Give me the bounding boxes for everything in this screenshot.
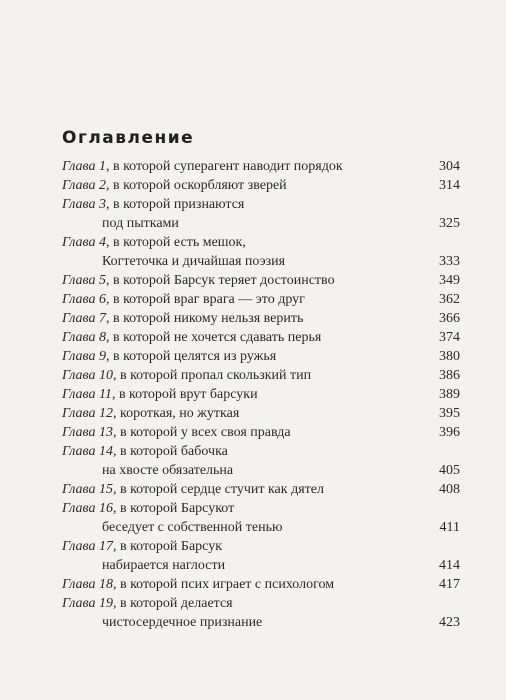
page-number: 423 (439, 615, 460, 630)
toc-entry (62, 575, 460, 594)
chapter-title-continued: под пытками (102, 216, 179, 231)
chapter-title: , в которой псих играет с психологом (112, 577, 335, 592)
toc-entry (62, 309, 460, 328)
chapter-title: , в которой оскорбляют зверей (105, 178, 287, 193)
toc-entry-line (62, 556, 460, 575)
chapter-title-continued: Когтеточка и дичайшая поэзия (102, 254, 286, 269)
toc-entry-line (62, 271, 460, 290)
page-number: 408 (439, 482, 460, 497)
chapter-label: Глава 3 (62, 197, 106, 212)
chapter-label: Глава 16 (62, 501, 113, 516)
toc-entry-line (62, 575, 460, 594)
chapter-label: Глава 10 (62, 368, 113, 383)
toc-entry (62, 366, 460, 385)
page-number: 395 (439, 406, 460, 421)
chapter-title: , в которой делается (112, 596, 233, 611)
toc-entry (62, 442, 460, 480)
toc-entry (62, 423, 460, 442)
toc-entry-heading (62, 290, 305, 309)
toc-entry-heading (62, 328, 321, 347)
toc-entry-heading (62, 480, 324, 499)
toc-entry-heading (62, 271, 335, 290)
chapter-label: Глава 4 (62, 235, 106, 250)
toc-entry-line (62, 442, 460, 461)
chapter-label: Глава 12 (62, 406, 113, 421)
chapter-title-continued: чистосердечное признание (102, 615, 263, 630)
toc-entry-line (62, 613, 460, 632)
page-number: 374 (439, 330, 460, 345)
page-number: 380 (439, 349, 460, 364)
page-number: 314 (439, 178, 460, 193)
chapter-title: , в которой врут барсуки (111, 387, 258, 402)
chapter-label: Глава 17 (62, 539, 113, 554)
page-number: 414 (439, 558, 460, 573)
toc-entry-heading (62, 366, 311, 385)
page-number: 325 (439, 216, 460, 231)
chapter-title: , в которой суперагент наводит порядок (105, 159, 343, 174)
chapter-label: Глава 7 (62, 311, 106, 326)
toc-entry-heading (62, 347, 276, 366)
toc-list (62, 157, 460, 632)
toc-entry-heading (62, 404, 239, 423)
toc-entry (62, 499, 460, 537)
toc-entry (62, 404, 460, 423)
chapter-label: Глава 6 (62, 292, 106, 307)
chapter-title: , короткая, но жуткая (112, 406, 240, 421)
toc-entry-line (62, 537, 460, 556)
chapter-title: , в которой у всех своя правда (112, 425, 291, 440)
chapter-label: Глава 13 (62, 425, 113, 440)
toc-entry (62, 480, 460, 499)
toc-entry-heading (62, 575, 334, 594)
chapter-title: , в которой враг врага — это друг (105, 292, 305, 307)
chapter-title: , в которой бабочка (112, 444, 228, 459)
toc-entry-line (62, 347, 460, 366)
page-number: 349 (439, 273, 460, 288)
toc-entry-line (62, 328, 460, 347)
toc-entry-line (62, 176, 460, 195)
toc-entry-heading (62, 176, 287, 195)
chapter-title-continued: на хвосте обязательна (102, 463, 234, 478)
chapter-label: Глава 18 (62, 577, 113, 592)
toc-entry (62, 537, 460, 575)
chapter-title: , в которой сердце стучит как дятел (112, 482, 324, 497)
chapter-title: , в которой пропал скользкий тип (112, 368, 312, 383)
chapter-label: Глава 15 (62, 482, 113, 497)
toc-entry-heading (62, 442, 228, 461)
chapter-title: , в которой Барсук теряет достоинство (105, 273, 335, 288)
page-number: 389 (439, 387, 460, 402)
page-number: 417 (439, 577, 460, 592)
toc-entry (62, 347, 460, 366)
page-number: 366 (439, 311, 460, 326)
toc-entry-line (62, 157, 460, 176)
toc-entry (62, 176, 460, 195)
page-number: 304 (439, 159, 460, 174)
toc-title: Оглавление (62, 128, 195, 148)
chapter-label: Глава 1 (62, 159, 106, 174)
toc-entry-heading (62, 233, 246, 252)
toc-entry (62, 195, 460, 233)
toc-entry (62, 233, 460, 271)
page-number: 362 (439, 292, 460, 307)
chapter-title: , в которой никому нельзя верить (105, 311, 304, 326)
page-number: 411 (439, 520, 460, 535)
toc-entry-heading (62, 385, 258, 404)
chapter-title-continued: набирается наглости (102, 558, 226, 573)
chapter-title: , в которой не хочется сдавать перья (105, 330, 322, 345)
toc-entry-heading (62, 309, 303, 328)
toc-entry-line (62, 366, 460, 385)
toc-entry-line (62, 404, 460, 423)
page-number: 333 (439, 254, 460, 269)
toc-entry (62, 385, 460, 404)
toc-entry-line (62, 385, 460, 404)
toc-entry-line (62, 233, 460, 252)
chapter-label: Глава 8 (62, 330, 106, 345)
chapter-title-continued: беседует с собственной тенью (102, 520, 283, 535)
chapter-title: , в которой есть мешок, (105, 235, 246, 250)
chapter-title: , в которой признаются (105, 197, 245, 212)
chapter-label: Глава 14 (62, 444, 113, 459)
chapter-label: Глава 2 (62, 178, 106, 193)
page-number: 386 (439, 368, 460, 383)
toc-entry-heading (62, 594, 233, 613)
chapter-title: , в которой Барсукот (112, 501, 235, 516)
page-number: 405 (439, 463, 460, 478)
toc-entry-heading (62, 157, 343, 176)
toc-entry-line (62, 423, 460, 442)
toc-entry-heading (62, 195, 244, 214)
toc-entry (62, 594, 460, 632)
chapter-label: Глава 11 (62, 387, 112, 402)
chapter-title: , в которой Барсук (112, 539, 223, 554)
toc-entry-line (62, 309, 460, 328)
toc-entry (62, 328, 460, 347)
toc-entry-line (62, 594, 460, 613)
toc-entry-line (62, 480, 460, 499)
toc-entry-line (62, 499, 460, 518)
toc-entry-heading (62, 499, 234, 518)
toc-entry-heading (62, 537, 222, 556)
toc-entry (62, 271, 460, 290)
toc-entry-line (62, 461, 460, 480)
toc-entry (62, 290, 460, 309)
toc-entry-line (62, 195, 460, 214)
chapter-title: , в которой целятся из ружья (105, 349, 277, 364)
toc-entry-line (62, 290, 460, 309)
toc-entry-line (62, 214, 460, 233)
chapter-label: Глава 9 (62, 349, 106, 364)
page-number: 396 (439, 425, 460, 440)
chapter-label: Глава 19 (62, 596, 113, 611)
toc-entry-line (62, 252, 460, 271)
toc-entry-line (62, 518, 460, 537)
chapter-label: Глава 5 (62, 273, 106, 288)
toc-entry (62, 157, 460, 176)
toc-entry-heading (62, 423, 291, 442)
